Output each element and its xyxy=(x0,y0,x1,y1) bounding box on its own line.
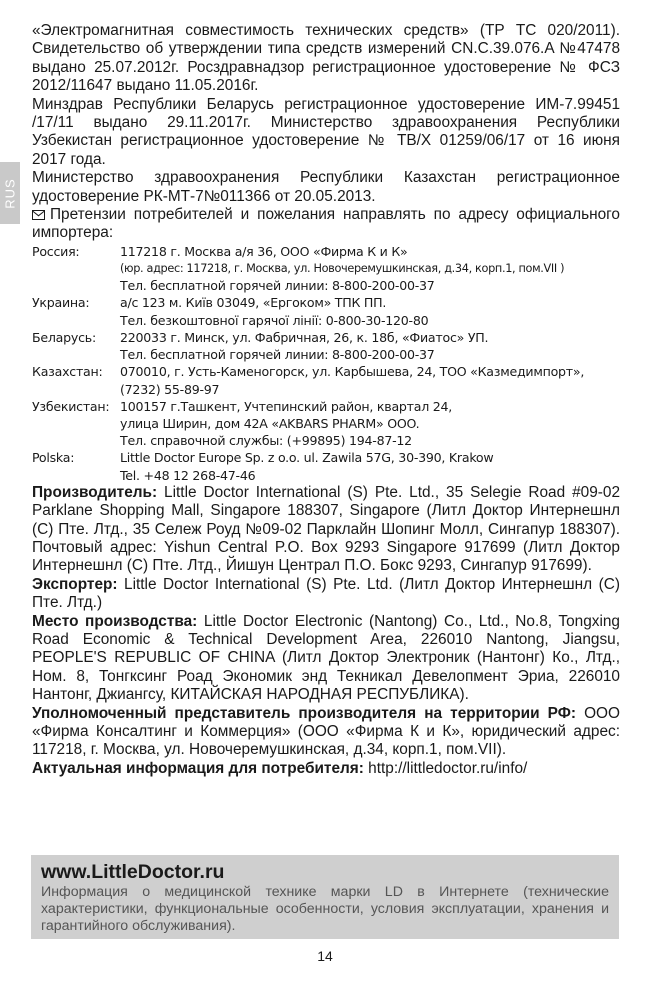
language-tab xyxy=(0,162,20,224)
country-label: Узбекистан: xyxy=(32,398,110,414)
address-row-kazakhstan xyxy=(32,363,620,397)
address-row-uzbekistan xyxy=(32,398,620,450)
representative-paragraph xyxy=(32,705,620,760)
address-line: Tel. +48 12 268-47-46 xyxy=(120,467,256,483)
address-row-poland xyxy=(32,449,620,483)
certification-paragraph: «Электромагнитная совместимость технических средств» (ТР ТС 020/2011). Свидетельство об утверждении типа средств измерений CN.C.39.076.A №47478 выдано 25.07.2012г. Росздравнадзор регистрационное удостоверение № ФСЗ 2012/11647 выдано 11.05.2016г. xyxy=(32,22,620,95)
representative-text: ООО «Фирма Консалтинг и Коммерция» (ООО «Фирма К и К», юридический адрес: 117218, г. Москва, ул. Новочеремушкинская, д.34, корп.1, пом.VII). xyxy=(32,704,620,759)
country-label: Украина: xyxy=(32,295,90,311)
claims-paragraph xyxy=(32,206,620,243)
address-line: Little Doctor Europe Sp. z o.o. ul. Zawila 57G, 30-390, Krakow xyxy=(120,450,494,466)
website-info-box xyxy=(31,855,619,939)
address-line: Тел. бесплатной горячей линии: 8-800-200-00-37 xyxy=(120,347,435,363)
language-tab-label: RUS xyxy=(2,177,18,209)
address-line: 100157 г.Ташкент, Учтепинский район, квартал 24, xyxy=(120,398,453,414)
address-line: 070010, г. Усть-Каменогорск, ул. Карбышева, 24, ТОО «Казмедимпорт», xyxy=(120,364,585,380)
exporter-text: Little Doctor International (S) Pte. Ltd. (Литл Доктор Интернешнл (С) Пте. Лтд.) xyxy=(32,575,620,612)
address-line: 117218 г. Москва а/я 36, ООО «Фирма К и К» xyxy=(120,243,408,259)
envelope-icon xyxy=(32,210,45,220)
production-place-paragraph xyxy=(32,613,620,705)
address-line: а/с 123 м. Київ 03049, «Ергоком» ТПК ПП. xyxy=(120,295,387,311)
address-row-belarus xyxy=(32,329,620,363)
website-description: Информация о медицинской технике марки LD в Интернете (технические характеристики, функциональные особенности, условия эксплуатации, хранения и гарантийного обслуживания). xyxy=(41,884,609,934)
address-line: 220033 г. Минск, ул. Фабричная, 26, к. 18б, «Фиатос» УП. xyxy=(120,329,489,345)
country-label: Polska: xyxy=(32,450,75,466)
manufacturer-text: Little Doctor International (S) Pte. Ltd., 35 Selegie Road #09-02 Parklane Shopping Mall, Singapore 188307, Singapore (Литл Доктор Интернешнл (С) Пте. Лтд., 35 Сележ Роуд №09-02 Парклайн Шопинг Молл, Сингапур 188307). Почтовый адрес: Yishun Central P.O. Box 9293 Singapore 917699 (Литл Доктор Интернешнл (С) Пте. Лтд., Йишун Централ П.О. Бокс 9293, Сингапур 917699). xyxy=(32,483,620,575)
address-line: Тел. справочной службы: (+99895) 194-87-12 xyxy=(120,433,412,449)
address-row-russia xyxy=(32,243,620,295)
page-number: 14 xyxy=(317,948,333,964)
country-label: Казахстан: xyxy=(32,364,103,380)
address-line: улица Ширин, дом 42А «AKBARS PHARM» OOO. xyxy=(120,415,420,431)
claims-text: Претензии потребителей и пожелания направлять по адресу официального импортера: xyxy=(32,206,620,242)
address-line: (7232) 55-89-97 xyxy=(120,381,220,397)
page-content xyxy=(32,22,620,778)
production-place-label: Место производства: xyxy=(32,612,198,630)
representative-label: Уполномоченный представитель производителя на территории РФ: xyxy=(32,704,576,722)
importer-addresses xyxy=(32,243,620,484)
actual-info-paragraph xyxy=(32,760,620,778)
manufacturer-label: Производитель: xyxy=(32,483,158,501)
exporter-label: Экспортер: xyxy=(32,575,118,593)
country-label: Беларусь: xyxy=(32,329,96,345)
registration-paragraph: Минздрав Республики Беларусь регистрационное удостоверение ИМ-7.99451 /17/11 выдано 29.11.2017г. Министерство здравоохранения Республики Узбекистан регистрационное удостоверение № TB/X 01259/06/17 от 16 июня 2017 года. xyxy=(32,95,620,168)
website-link[interactable]: www.LittleDoctor.ru xyxy=(41,861,225,883)
production-place-text: Little Doctor Electronic (Nantong) Co., Ltd., No.8, Tongxing Road Economic & Technical Development Area, 226010 Nantong, Jiangsu, PEOPLE'S REPUBLIC OF CHINA (Литл Доктор Электроник (Нантонг) Ко., Лтд., Ном. 8, Тонгксинг Роад Экономик энд Текникал Девелопмент Эриа, 226010 Нантонг, Джиангсу, КИТАЙСКАЯ НАРОДНАЯ РЕСПУБЛИКА). xyxy=(32,612,620,704)
country-label: Россия: xyxy=(32,243,80,259)
address-line: Тел. безкоштовної гарячої лінії: 0-800-30-120-80 xyxy=(120,312,429,328)
actual-info-label: Актуальная информация для потребителя: xyxy=(32,759,364,777)
address-row-ukraine xyxy=(32,294,620,328)
manufacturer-paragraph xyxy=(32,484,620,576)
exporter-paragraph xyxy=(32,576,620,613)
actual-info-link[interactable]: http://littledoctor.ru/info/ xyxy=(363,759,528,777)
kazakhstan-paragraph: Министерство здравоохранения Республики Казахстан регистрационное удостоверение РК-МТ-7№011366 от 20.05.2013. xyxy=(32,169,620,205)
address-line: Тел. бесплатной горячей линии: 8-800-200-00-37 xyxy=(120,278,435,294)
address-line: (юр. адрес: 117218, г. Москва, ул. Новочеремушкинская, д.34, корп.1, пом.VII ) xyxy=(120,262,565,276)
